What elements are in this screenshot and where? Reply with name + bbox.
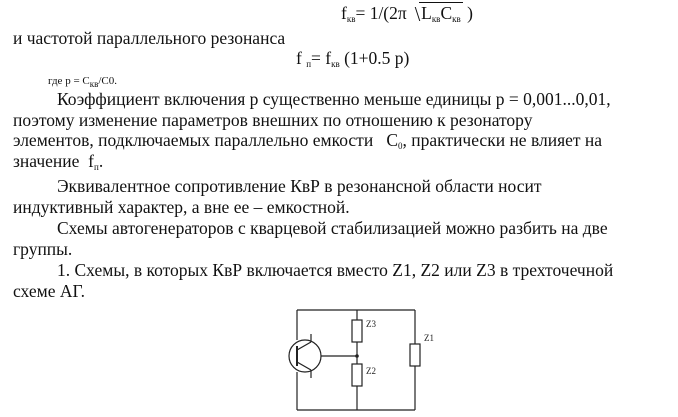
z2-element <box>352 364 362 386</box>
p1-line-3-c-sub: 0 <box>398 141 403 151</box>
z3-element <box>352 320 362 342</box>
p2-line-1: Эквивалентное сопротивление КвР в резонансной области носит <box>57 176 542 196</box>
p1-line-1: Коэффициент включения p существенно меньше единицы p = 0,001...0,01, <box>57 89 611 109</box>
p4-line-1: 1. Схемы, в которых КвР включается вместо Z1, Z2 или Z3 в трехточечной <box>57 260 614 280</box>
formula-fp-lhs: f <box>296 48 302 68</box>
formula-fkv-lhs-sub: кв <box>346 14 356 24</box>
formula-fp-lhs-sub: п <box>306 59 312 69</box>
node-middle <box>355 354 359 358</box>
formula-fkv-lhs: f <box>341 3 347 23</box>
where-prefix: где p = C <box>48 75 90 87</box>
p1-line-4-f: f <box>88 151 94 171</box>
p2-line-2: индуктивный характер, а вне ее – емкостной. <box>13 197 350 217</box>
sqrt-c-sub: кв <box>452 14 461 24</box>
p1-line-2: поэтому изменение параметров внешних по отношению к резонатору <box>13 110 533 130</box>
p3-line-1: Схемы автогенераторов с кварцевой стабилизацией можно разбить на две <box>57 218 608 238</box>
formula-fp-eq: = f <box>311 48 332 68</box>
formula-fkv-rhs-start: = 1/(2π <box>355 3 407 23</box>
sqrt-argument <box>419 2 463 23</box>
p1-line-3 <box>13 130 602 151</box>
p1-line-3-end: , практически не влияет на <box>402 130 603 150</box>
p1-line-3-text: элементов, подключаемых параллельно емкости <box>13 130 374 150</box>
p1-line-4-f-sub: п <box>94 162 99 172</box>
z1-element <box>410 344 420 366</box>
label-z1: Z1 <box>424 333 434 343</box>
formula-fp <box>296 48 409 69</box>
transistor-emitter <box>297 362 311 370</box>
label-z2: Z2 <box>366 366 376 376</box>
sqrt-sign <box>411 3 463 24</box>
text-line-parallel: и частотой параллельного резонанса <box>13 28 286 48</box>
sqrt-l-sub: кв <box>431 14 441 24</box>
where-suffix: /C0. <box>98 75 118 87</box>
p1-line-3-c: C <box>386 130 399 150</box>
transistor-collector <box>297 342 311 350</box>
p1-line-4-end: . <box>98 151 104 171</box>
formula-fkv-rhs-end: ) <box>462 3 473 23</box>
three-point-circuit-diagram <box>275 300 455 417</box>
label-z3: Z3 <box>366 319 376 329</box>
formula-fkv <box>341 3 473 24</box>
sqrt-l: L <box>421 3 432 23</box>
formula-fp-f-sub: кв <box>331 59 340 69</box>
formula-fp-rest: (1+0.5 p) <box>339 48 410 68</box>
p3-line-2: группы. <box>13 239 73 259</box>
p4-line-2: схеме АГ. <box>13 281 85 301</box>
p1-line-4-text: значение <box>13 151 80 171</box>
sqrt-c: C <box>440 3 453 23</box>
where-c-sub: кв <box>89 79 99 89</box>
where-line <box>48 75 117 89</box>
p1-line-4 <box>13 151 103 172</box>
